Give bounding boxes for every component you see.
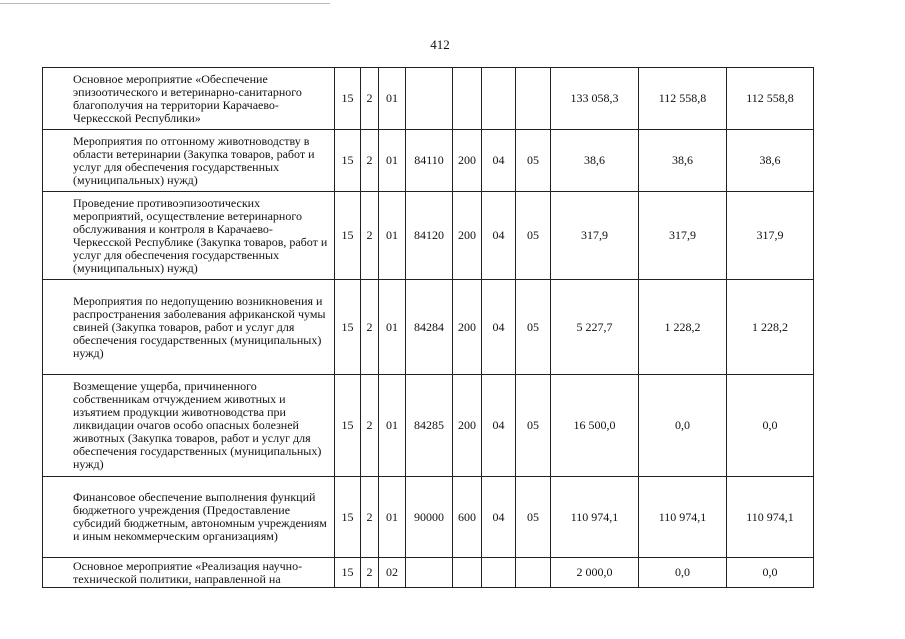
row-description: Финансовое обеспечение выполнения функций бюджетного учреждения (Предоставление субсидий бюджетным, автономным учреждениям и иным некоммерческим организациям) — [43, 477, 335, 558]
target-code — [406, 558, 453, 588]
program-code: 02 — [379, 558, 406, 588]
target-code: 90000 — [406, 477, 453, 558]
subchapter-code: 05 — [516, 375, 551, 477]
amount-year-2: 317,9 — [639, 192, 727, 280]
target-code — [406, 68, 453, 130]
amount-year-1: 38,6 — [551, 130, 639, 192]
subsection-code: 2 — [361, 68, 379, 130]
amount-year-1: 2 000,0 — [551, 558, 639, 588]
subsection-code: 2 — [361, 477, 379, 558]
budget-table — [42, 67, 814, 588]
amount-year-2: 0,0 — [639, 375, 727, 477]
table-row — [43, 558, 814, 588]
subchapter-code: 05 — [516, 280, 551, 375]
amount-year-3: 0,0 — [727, 375, 814, 477]
table-row — [43, 280, 814, 375]
program-code: 01 — [379, 68, 406, 130]
subsection-code: 2 — [361, 375, 379, 477]
subchapter-code: 05 — [516, 130, 551, 192]
subsection-code: 2 — [361, 280, 379, 375]
subchapter-code — [516, 558, 551, 588]
expense-type: 200 — [453, 130, 482, 192]
subsection-code: 2 — [361, 192, 379, 280]
row-description: Проведение противоэпизоотических мероприятий, осуществление ветеринарного обслуживания и контроля в Карачаево-Черкесской Республике (Закупка товаров, работ и услуг для обеспечения государственных (муниципальных) нужд) — [43, 192, 335, 280]
section-code: 15 — [335, 192, 361, 280]
expense-type: 200 — [453, 192, 482, 280]
amount-year-1: 317,9 — [551, 192, 639, 280]
amount-year-2: 38,6 — [639, 130, 727, 192]
target-code: 84285 — [406, 375, 453, 477]
table-body — [43, 68, 814, 588]
chapter-code: 04 — [482, 130, 516, 192]
section-code: 15 — [335, 558, 361, 588]
page-number: 412 — [430, 37, 450, 52]
row-description: Основное мероприятие «Реализация научно-технической политики, направленной на — [43, 558, 335, 588]
chapter-code — [482, 68, 516, 130]
section-code: 15 — [335, 477, 361, 558]
amount-year-3: 0,0 — [727, 558, 814, 588]
target-code: 84284 — [406, 280, 453, 375]
amount-year-3: 110 974,1 — [727, 477, 814, 558]
target-code: 84120 — [406, 192, 453, 280]
program-code: 01 — [379, 477, 406, 558]
amount-year-1: 133 058,3 — [551, 68, 639, 130]
table-row — [43, 192, 814, 280]
amount-year-3: 38,6 — [727, 130, 814, 192]
program-code: 01 — [379, 130, 406, 192]
table-row — [43, 68, 814, 130]
chapter-code: 04 — [482, 192, 516, 280]
program-code: 01 — [379, 280, 406, 375]
amount-year-3: 1 228,2 — [727, 280, 814, 375]
amount-year-1: 5 227,7 — [551, 280, 639, 375]
section-code: 15 — [335, 130, 361, 192]
expense-type: 200 — [453, 280, 482, 375]
row-description: Мероприятия по отгонному животноводству в области ветеринарии (Закупка товаров, работ и услуг для обеспечения государственных (муниципальных) нужд) — [43, 130, 335, 192]
subchapter-code: 05 — [516, 192, 551, 280]
top-rule — [0, 3, 330, 4]
amount-year-3: 317,9 — [727, 192, 814, 280]
chapter-code: 04 — [482, 375, 516, 477]
amount-year-2: 0,0 — [639, 558, 727, 588]
amount-year-1: 110 974,1 — [551, 477, 639, 558]
chapter-code — [482, 558, 516, 588]
expense-type — [453, 68, 482, 130]
subsection-code: 2 — [361, 130, 379, 192]
amount-year-3: 112 558,8 — [727, 68, 814, 130]
section-code: 15 — [335, 280, 361, 375]
amount-year-1: 16 500,0 — [551, 375, 639, 477]
program-code: 01 — [379, 375, 406, 477]
subchapter-code — [516, 68, 551, 130]
table-row — [43, 130, 814, 192]
chapter-code: 04 — [482, 280, 516, 375]
amount-year-2: 112 558,8 — [639, 68, 727, 130]
table-row — [43, 375, 814, 477]
target-code: 84110 — [406, 130, 453, 192]
expense-type: 600 — [453, 477, 482, 558]
amount-year-2: 110 974,1 — [639, 477, 727, 558]
section-code: 15 — [335, 68, 361, 130]
subsection-code: 2 — [361, 558, 379, 588]
chapter-code: 04 — [482, 477, 516, 558]
expense-type — [453, 558, 482, 588]
row-description: Основное мероприятие «Обеспечение эпизоотического и ветеринарно-санитарного благополучия на территории Карачаево-Черкесской Республики» — [43, 68, 335, 130]
program-code: 01 — [379, 192, 406, 280]
row-description: Возмещение ущерба, причиненного собственникам отчуждением животных и изъятием продукции животноводства при ликвидации очагов особо опасных болезней животных (Закупка товаров, работ и услуг для обеспечения государственных (муниципальных) нужд) — [43, 375, 335, 477]
subchapter-code: 05 — [516, 477, 551, 558]
table-row — [43, 477, 814, 558]
row-description: Мероприятия по недопущению возникновения и распространения заболевания африканской чумы свиней (Закупка товаров, работ и услуг для обеспечения государственных (муниципальных) нужд) — [43, 280, 335, 375]
amount-year-2: 1 228,2 — [639, 280, 727, 375]
section-code: 15 — [335, 375, 361, 477]
expense-type: 200 — [453, 375, 482, 477]
